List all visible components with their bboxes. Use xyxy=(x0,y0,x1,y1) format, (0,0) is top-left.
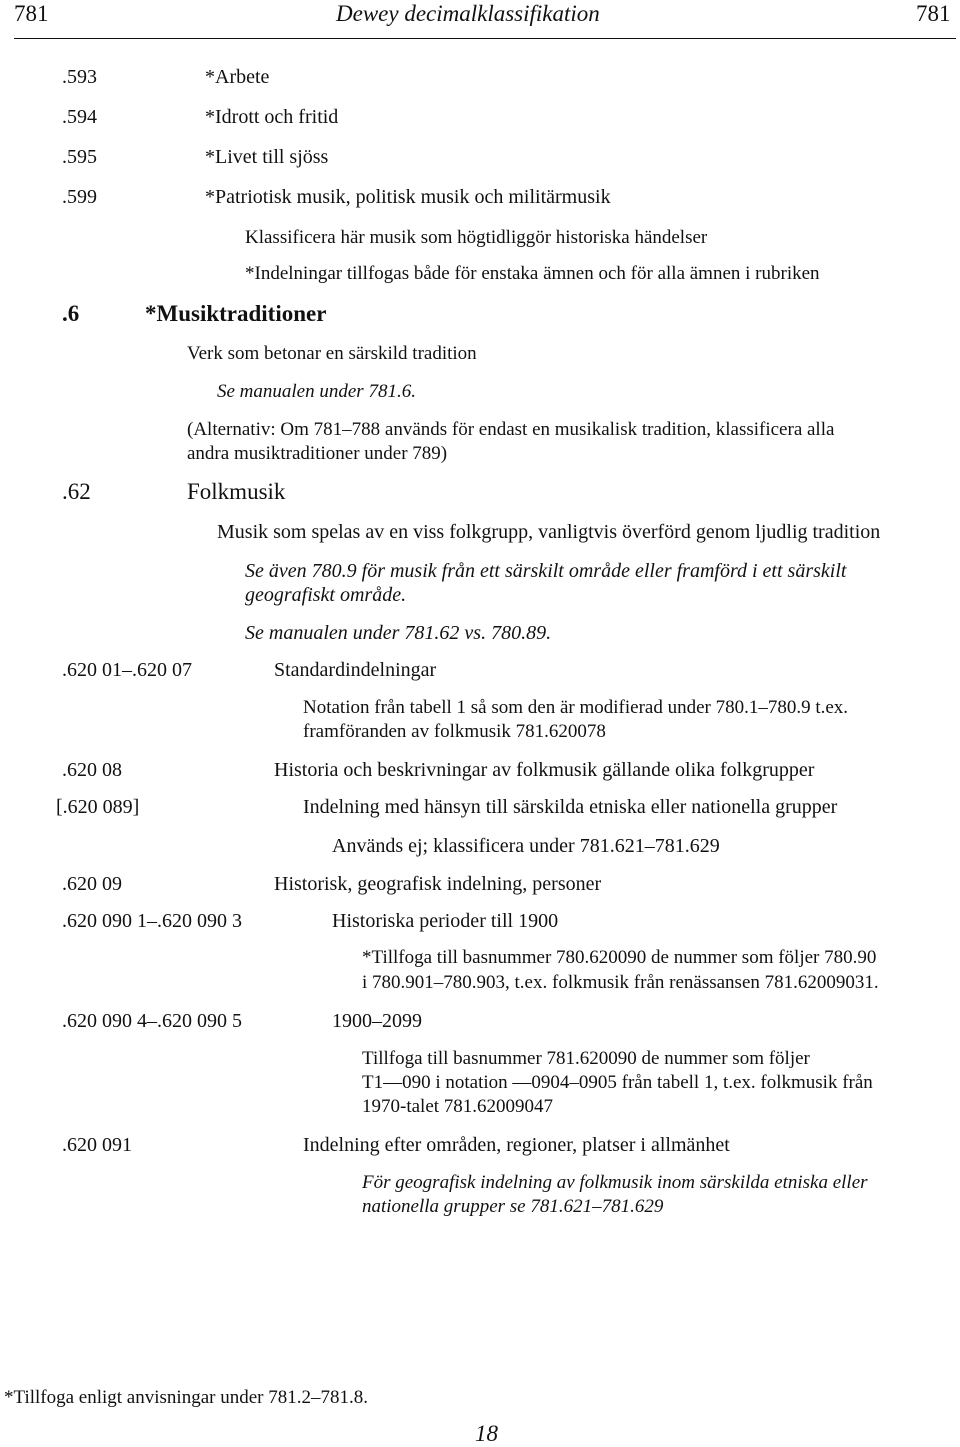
entry-620091-label: Indelning efter områden, regioner, platser i allmänhet xyxy=(303,1134,730,1156)
entry-62-label: Folkmusik xyxy=(187,479,286,504)
entry-594-number: .594 xyxy=(62,106,97,128)
entry-6200904-label: 1900–2099 xyxy=(332,1010,422,1032)
entry-6200904-number: .620 090 4–.620 090 5 xyxy=(62,1010,242,1032)
entry-6200901-number: .620 090 1–.620 090 3 xyxy=(62,910,242,932)
header-left-number: 781 xyxy=(14,1,49,26)
entry-62001-note: framföranden av folkmusik 781.620078 xyxy=(303,721,606,742)
page-number: 18 xyxy=(475,1421,498,1446)
header-rule xyxy=(14,38,956,39)
entry-595-number: .595 xyxy=(62,146,97,168)
entry-62008-label: Historia och beskrivningar av folkmusik gällande olika folkgrupper xyxy=(274,759,815,781)
entry-620089-note: Används ej; klassificera under 781.621–781.629 xyxy=(332,835,720,857)
entry-62001-note: Notation från tabell 1 så som den är modifierad under 780.1–780.9 t.ex. xyxy=(303,697,849,718)
entry-62001-number: .620 01–.620 07 xyxy=(62,659,192,681)
header-right-number: 781 xyxy=(916,1,951,26)
entry-6-alternative: andra musiktraditioner under 789) xyxy=(187,443,448,464)
entry-595-label: *Livet till sjöss xyxy=(205,146,329,168)
entry-62009-number: .620 09 xyxy=(62,873,122,895)
entry-620091-note: För geografisk indelning av folkmusik inom särskilda etniska eller xyxy=(362,1172,868,1193)
entry-6200901-note: *Tillfoga till basnummer 780.620090 de nummer som följer 780.90 xyxy=(362,947,877,968)
entry-599-note: Klassificera här musik som högtidliggör historiska händelser xyxy=(245,227,708,248)
entry-62-number: .62 xyxy=(62,479,91,504)
entry-62001-label: Standardindelningar xyxy=(274,659,437,681)
entry-620091-note: nationella grupper se 781.621–781.629 xyxy=(362,1196,664,1217)
entry-593-label: *Arbete xyxy=(205,66,270,88)
page-title: Dewey decimalklassifikation xyxy=(336,1,600,26)
entry-599-label: *Patriotisk musik, politisk musik och militärmusik xyxy=(205,186,611,208)
entry-6-note: Verk som betonar en särskild tradition xyxy=(187,343,477,364)
entry-599-note: *Indelningar tillfogas både för enstaka ämnen och för alla ämnen i rubriken xyxy=(245,263,820,284)
entry-620091-number: .620 091 xyxy=(62,1134,132,1156)
entry-62-see-manual: Se manualen under 781.62 vs. 780.89. xyxy=(245,622,552,644)
entry-62009-label: Historisk, geografisk indelning, personer xyxy=(274,873,602,895)
entry-6200904-note: 1970-talet 781.62009047 xyxy=(362,1096,554,1117)
entry-6-alternative: (Alternativ: Om 781–788 används för endast en musikalisk tradition, klassificera alla xyxy=(187,419,835,440)
entry-6200904-note: Tillfoga till basnummer 781.620090 de nummer som följer xyxy=(362,1048,810,1069)
entry-62-see-also: Se även 780.9 för musik från ett särskilt område eller framförd i ett särskilt xyxy=(245,560,847,582)
entry-6-see-reference: Se manualen under 781.6. xyxy=(217,381,416,402)
entry-599-number: .599 xyxy=(62,186,97,208)
entry-62-note: Musik som spelas av en viss folkgrupp, vanligtvis överförd genom ljudlig tradition xyxy=(217,521,881,543)
entry-6200904-note: T1—090 i notation —0904–0905 från tabell 1, t.ex. folkmusik från xyxy=(362,1072,873,1093)
entry-620089-label: Indelning med hänsyn till särskilda etniska eller nationella grupper xyxy=(303,796,838,818)
entry-62008-number: .620 08 xyxy=(62,759,122,781)
entry-594-label: *Idrott och fritid xyxy=(205,106,339,128)
entry-6-label: *Musiktraditioner xyxy=(145,301,327,326)
entry-6200901-note: i 780.901–780.903, t.ex. folkmusik från renässansen 781.62009031. xyxy=(362,972,879,993)
entry-62-see-also: geografiskt område. xyxy=(245,584,407,606)
entry-6-number: .6 xyxy=(62,301,80,326)
footnote: *Tillfoga enligt anvisningar under 781.2–781.8. xyxy=(4,1387,368,1408)
entry-6200901-label: Historiska perioder till 1900 xyxy=(332,910,559,932)
entry-593-number: .593 xyxy=(62,66,97,88)
entry-620089-number: [.620 089] xyxy=(56,796,140,818)
